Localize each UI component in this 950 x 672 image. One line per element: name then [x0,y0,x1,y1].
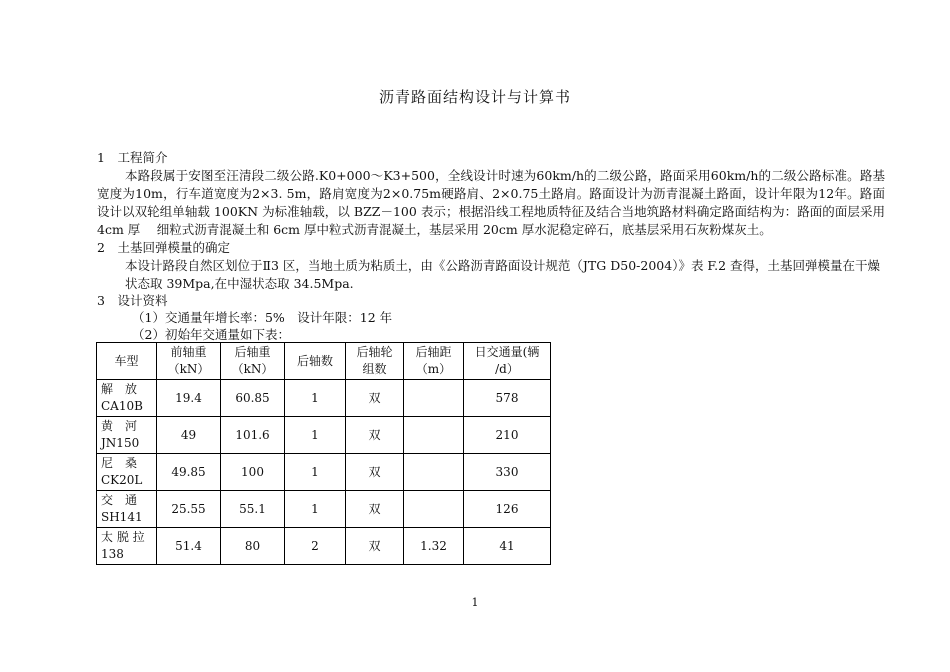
traffic-table [96,342,551,565]
cell-rear-axle: 55.1 [221,491,285,528]
cell-front-axle: 49 [157,417,221,454]
cell-axle-spacing [404,491,464,528]
table-row [97,528,551,565]
section-2-heading: 2 土基回弹模量的确定 [97,240,230,255]
cell-wheel-groups: 双 [346,528,404,565]
cell-axle-count: 2 [285,528,346,565]
cell-model: 交 通 SH141 [97,491,157,528]
cell-daily-traffic: 126 [464,491,551,528]
section-1-heading: 1 工程简介 [97,150,168,165]
cell-front-axle: 19.4 [157,380,221,417]
table-row [97,491,551,528]
cell-axle-count: 1 [285,380,346,417]
header-cell-model: 车型 [97,343,157,380]
section-2-body: 本设计路段自然区划位于Ⅱ3 区，当地土质为粘质土，由《公路沥青路面设计规范（JTG D50-2004）》表 F.2 查得，土基回弹模量在干燥状态取 39Mpa,在中湿状态取 34.5Mpa. [125,258,881,291]
table-header-row [97,343,551,380]
cell-wheel-groups: 双 [346,491,404,528]
cell-front-axle: 51.4 [157,528,221,565]
cell-model: 解 放 CA10B [97,380,157,417]
cell-axle-count: 1 [285,417,346,454]
header-cell-rear-axle: 后轴重 （kN） [221,343,285,380]
section-3-item-1: （1）交通量年增长率：5% 设计年限：12 年 [132,310,393,325]
table-row [97,417,551,454]
cell-daily-traffic: 41 [464,528,551,565]
section-3-item-2: （2）初始年交通量如下表： [132,327,290,342]
cell-daily-traffic: 330 [464,454,551,491]
cell-daily-traffic: 210 [464,417,551,454]
page-number: 1 [471,596,479,609]
cell-rear-axle: 101.6 [221,417,285,454]
cell-daily-traffic: 578 [464,380,551,417]
header-cell-front-axle: 前轴重 （kN） [157,343,221,380]
cell-axle-count: 1 [285,491,346,528]
cell-axle-spacing [404,417,464,454]
cell-front-axle: 49.85 [157,454,221,491]
table-row [97,380,551,417]
cell-rear-axle: 60.85 [221,380,285,417]
cell-axle-spacing [404,454,464,491]
table-row [97,454,551,491]
cell-wheel-groups: 双 [346,417,404,454]
cell-rear-axle: 100 [221,454,285,491]
header-cell-axle-spacing: 后轴距 （m） [404,343,464,380]
cell-front-axle: 25.55 [157,491,221,528]
cell-model: 尼 桑 CK20L [97,454,157,491]
cell-wheel-groups: 双 [346,454,404,491]
section-3-heading: 3 设计资料 [97,293,168,308]
cell-model: 太 脱 拉 138 [97,528,157,565]
section-1-body: 本路段属于安图至汪清段二级公路.K0+000～K3+500，全线设计时速为60km/h的二级公路，路面采用60km/h的二级公路标准。路基宽度为10m，行车道宽度为2×3. 5m，路肩宽度为2×0.75m硬路肩、2×0.75土路肩。路面设计为沥青混凝土路面，设计年限为12年。路面设计以双轮组单轴载 100KN 为标准轴载，以 BZZ－100 表示；根据沿线工程地质特征及结合当地筑路材料确定路面结构为：路面的面层采用 4cm 厚 细粒式沥青混凝土和 6cm 厚中粒式沥青混凝土，基层采用 20cm 厚水泥稳定碎石，底基层采用石灰粉煤灰土。 [97,168,885,237]
cell-axle-spacing [404,380,464,417]
header-cell-axle-count: 后轴数 [285,343,346,380]
cell-wheel-groups: 双 [346,380,404,417]
cell-model: 黄 河 JN150 [97,417,157,454]
header-cell-daily-traffic: 日交通量(辆 /d） [464,343,551,380]
header-cell-wheel-groups: 后轴轮 组数 [346,343,404,380]
cell-rear-axle: 80 [221,528,285,565]
cell-axle-count: 1 [285,454,346,491]
cell-axle-spacing: 1.32 [404,528,464,565]
document-title: 沥青路面结构设计与计算书 [378,88,571,106]
